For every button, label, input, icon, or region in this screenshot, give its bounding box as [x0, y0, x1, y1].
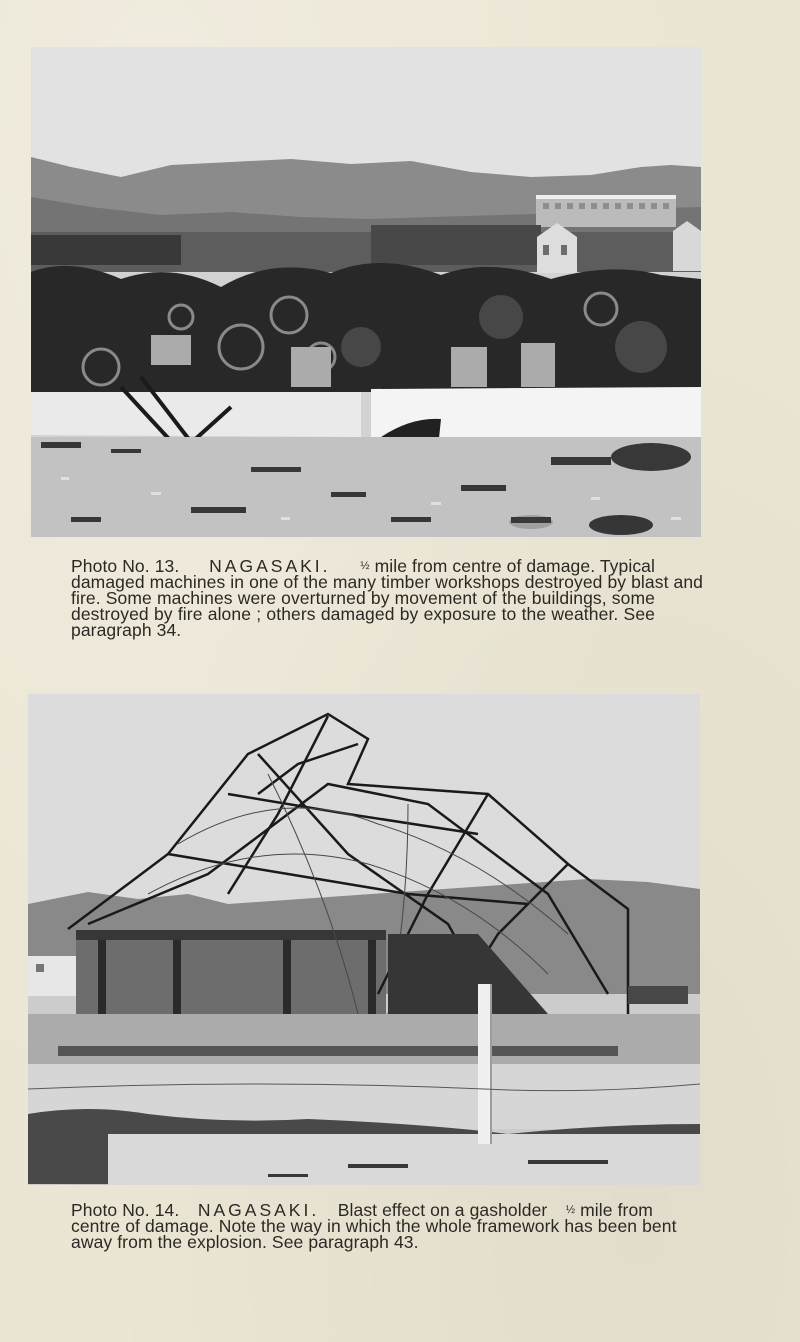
photo-14-line-1-text: Blast effect on a gasholder	[337, 1200, 548, 1220]
photo-14-place: NAGASAKI.	[197, 1200, 320, 1220]
photo-13-line-1-text: mile from centre of damage. Typical	[374, 556, 655, 576]
photo-13-caption-line-3: fire. Some machines were overturned by movement of the buildings, some	[71, 588, 655, 608]
photo-14-caption	[71, 1200, 677, 1252]
photo-13-illustration	[31, 47, 701, 537]
photo-14-line-1-tail: mile from	[580, 1200, 653, 1220]
photo-13-place: NAGASAKI.	[209, 556, 331, 576]
photo-13-caption-line-4: destroyed by fire alone ; others damaged by exposure to the weather. See	[71, 604, 655, 624]
photo-14-gasholder	[28, 694, 700, 1185]
photo-14-illustration	[28, 694, 700, 1185]
photo-13-caption	[71, 556, 704, 640]
photo-13-fraction: ½	[360, 560, 370, 572]
photo-13-caption-line-2: damaged machines in one of the many timber workshops destroyed by blast and	[71, 572, 704, 592]
photo-13-number: Photo No. 13.	[71, 556, 180, 576]
photo-14-fraction: ½	[565, 1204, 576, 1216]
photo-13-caption-line-5: paragraph 34.	[71, 620, 182, 640]
photo-14-number: Photo No. 14.	[71, 1200, 180, 1220]
photo-14-caption-line-3: away from the explosion. See paragraph 43.	[71, 1232, 419, 1252]
photo-13-ruined-workshop	[31, 47, 701, 537]
photo-14-caption-line-2: centre of damage. Note the way in which the whole framework has been bent	[71, 1216, 677, 1236]
